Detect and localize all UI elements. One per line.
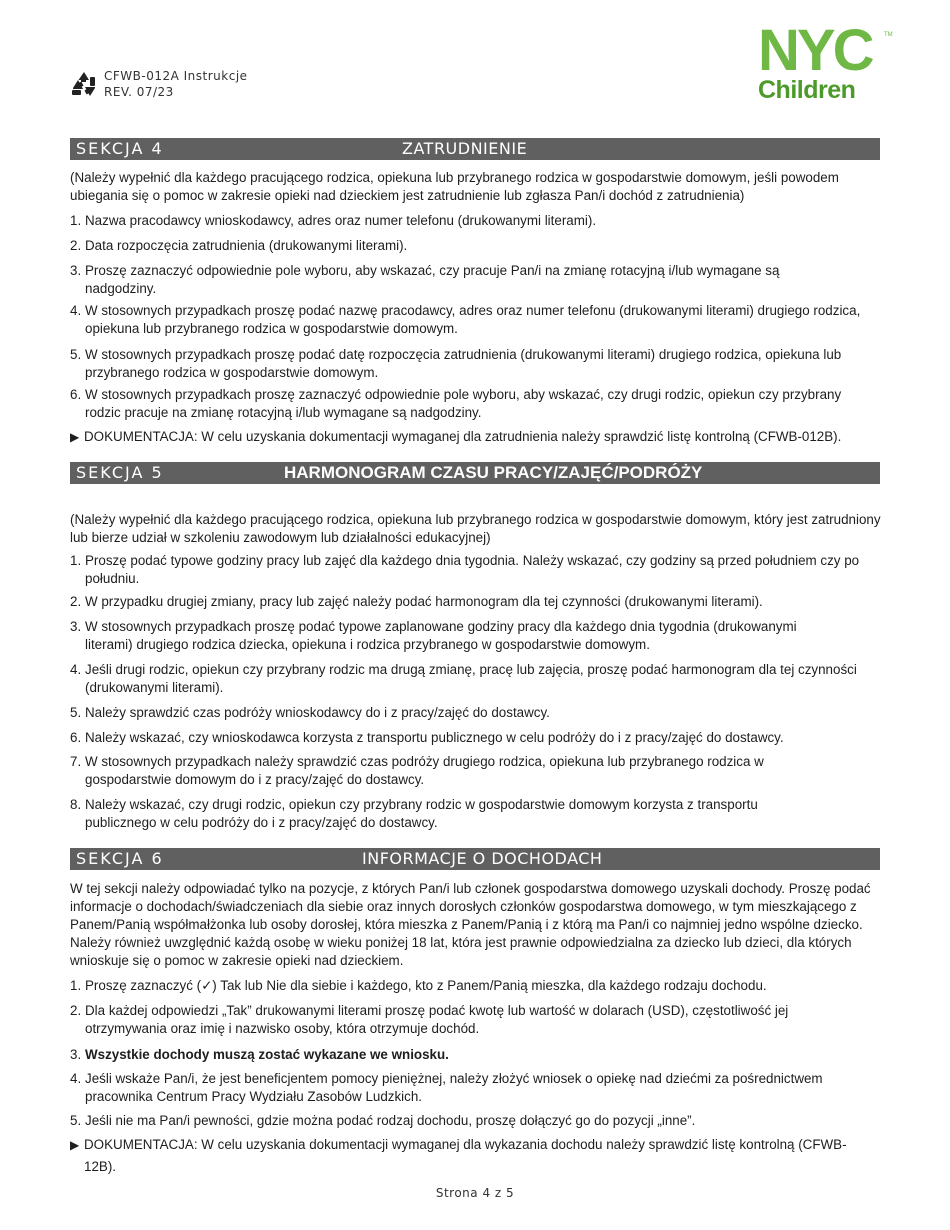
section-5-intro: (Należy wypełnić dla każdego pracującego rodzica, opiekuna lub przybranego rodzica w gospodarstwie domowym, który jest zatrudniony lub bierze udział w szkoleniu zawodowym lub działalności edukacyjnej) <box>70 512 881 545</box>
documentation-note: ▶ DOKUMENTACJA: W celu uzyskania dokumentacji wymaganej dla wykazania dochodu należy sprawdzić listę kontrolną (CFWB-12B). <box>70 1134 882 1178</box>
list-item: 4. Jeśli wskaże Pan/i, że jest beneficjentem pomocy pieniężnej, należy złożyć wniosek o opiekę nad dziećmi za pośrednictwem pracownika Centrum Pracy Wydziału Zasobów Ludzkich. <box>70 1071 823 1104</box>
section-number: SEKCJA 5 <box>76 463 164 482</box>
list-item: 3. W stosownych przypadkach proszę podać typowe zaplanowane godziny pracy dla każdego dnia tygodnia (drukowanymi literami) drugiego rodzica dziecka, opiekuna i rodzica przybranego w gospodarstwie domowym. <box>70 619 797 652</box>
list-item: 2. Dla każdej odpowiedzi „Tak” drukowanymi literami proszę podać kwotę lub wartość w dolarach (USD), częstotliwość jej otrzymywania oraz imię i nazwisko osoby, która otrzymuje dochód. <box>70 1003 789 1036</box>
nyc-children-logo: NYC TM Children <box>758 18 893 104</box>
list-item: 5. Jeśli nie ma Pan/i pewności, gdzie można podać rodzaj dochodu, proszę dołączyć go do pozycji „inne”. <box>70 1113 696 1128</box>
section-4-intro: (Należy wypełnić dla każdego pracującego rodzica, opiekuna lub przybranego rodzica w gospodarstwie domowym, jeśli powodem ubiegania się o pomoc w zakresie opieki nad dzieckiem jest zatrudnienie lub zgłasza Pan/i dochód z zatrudnienia) <box>70 170 839 203</box>
list-item: 1. Proszę podać typowe godziny pracy lub zajęć dla każdego dnia tygodnia. Należy wskazać, czy godziny są przed południem czy po południu. <box>70 553 860 586</box>
list-item: 1. Nazwa pracodawcy wnioskodawcy, adres oraz numer telefonu (drukowanymi literami). <box>70 213 597 228</box>
revision: REV. 07/23 <box>104 85 174 99</box>
list-item: 5. Należy sprawdzić czas podróży wnioskodawcy do i z pracy/zajęć do dostawcy. <box>70 705 550 720</box>
logo-children-text: Children <box>758 76 856 104</box>
section-number: SEKCJA 6 <box>76 849 164 868</box>
section-4-header <box>70 138 880 160</box>
section-6-header <box>70 848 880 870</box>
list-item: 4. Jeśli drugi rodzic, opiekun czy przybrany rodzic ma drugą zmianę, pracę lub zajęcia, proszę podać harmonogram dla tej czynności (drukowanymi literami). <box>70 662 857 695</box>
section-title: HARMONOGRAM CZASU PRACY/ZAJĘĆ/PODRÓŻY <box>284 463 703 482</box>
list-item: 5. W stosownych przypadkach proszę podać datę rozpoczęcia zatrudnienia (drukowanymi literami) drugiego rodzica, opiekuna lub przybranego rodzica w gospodarstwie domowym. <box>70 347 842 380</box>
list-item: 1. Proszę zaznaczyć (✓) Tak lub Nie dla siebie i każdego, kto z Panem/Panią mieszka, dla każdego rodzaju dochodu. <box>70 978 767 993</box>
list-item: 3. Wszystkie dochody muszą zostać wykazane we wniosku. <box>70 1047 449 1062</box>
list-item: 8. Należy wskazać, czy drugi rodzic, opiekun czy przybrany rodzic w gospodarstwie domowym korzysta z transportu publicznego w celu podróży do i z pracy/zajęć do dostawcy. <box>70 797 758 830</box>
section-title: INFORMACJE O DOCHODACH <box>362 849 603 868</box>
page-number: Strona 4 z 5 <box>435 1186 515 1200</box>
list-item: 4. W stosownych przypadkach proszę podać nazwę pracodawcy, adres oraz numer telefonu (drukowanymi literami) drugiego rodzica, opiekuna lub przybranego rodzica w gospodarstwie domowym. <box>70 303 861 336</box>
list-item: 6. W stosownych przypadkach proszę zaznaczyć odpowiednie pole wyboru, aby wskazać, czy drugi rodzic, opiekun czy przybrany rodzic pracuje na zmianę rotacyjną i/lub wymagane są nadgodziny. <box>70 387 842 420</box>
list-item: 6. Należy wskazać, czy wnioskodawca korzysta z transportu publicznego w celu podróży do i z pracy/zajęć do dostawcy. <box>70 730 784 745</box>
section-6-intro: W tej sekcji należy odpowiadać tylko na pozycje, z których Pan/i lub członek gospodarstwa domowego uzyskali dochody. Proszę podać informacje o dochodach/świadczeniach dla siebie oraz innych dorosłych członków gospodarstwa domowego, w tym mieszkającego z Panem/Panią współmałżonka lub osoby dorosłej, która mieszka z Panem/Panią i z którą ma Pan/i co najmniej jedno wspólne dziecko. Należy również uwzględnić każdą osobę w wieku poniżej 18 lat, która jest prawnie odpowiedzialna za dziecko lub dzieci, dla których wnioskuje się o pomoc w zakresie opieki nad dzieckiem. <box>70 881 871 968</box>
form-code: CFWB-012A Instrukcje <box>104 69 248 83</box>
list-item: 2. W przypadku drugiej zmiany, pracy lub zajęć należy podać harmonogram dla tej czynności (drukowanymi literami). <box>70 594 763 609</box>
list-item: 3. Proszę zaznaczyć odpowiednie pole wyboru, aby wskazać, czy pracuje Pan/i na zmianę rotacyjną i/lub wymagane są nadgodziny. <box>70 263 780 296</box>
list-item: 7. W stosownych przypadkach należy sprawdzić czas podróży drugiego rodzica, opiekuna lub przybranego rodzica w gospodarstwie domowym do i z pracy/zajęć do dostawcy. <box>70 754 764 787</box>
play-arrow-icon: ▶ <box>70 1138 80 1152</box>
play-arrow-icon: ▶ <box>70 430 80 444</box>
form-code-block <box>104 68 248 100</box>
section-5-header <box>70 462 880 484</box>
section-title: ZATRUDNIENIE <box>402 139 528 158</box>
documentation-note: ▶ DOKUMENTACJA: W celu uzyskania dokumentacji wymaganej dla zatrudnienia należy sprawdzić listę kontrolną (CFWB-012B). <box>70 429 842 444</box>
list-item: 2. Data rozpoczęcia zatrudnienia (drukowanymi literami). <box>70 238 408 253</box>
recycle-icon <box>70 70 98 98</box>
logo-nyc-text: NYC <box>758 18 872 83</box>
section-number: SEKCJA 4 <box>76 139 164 158</box>
